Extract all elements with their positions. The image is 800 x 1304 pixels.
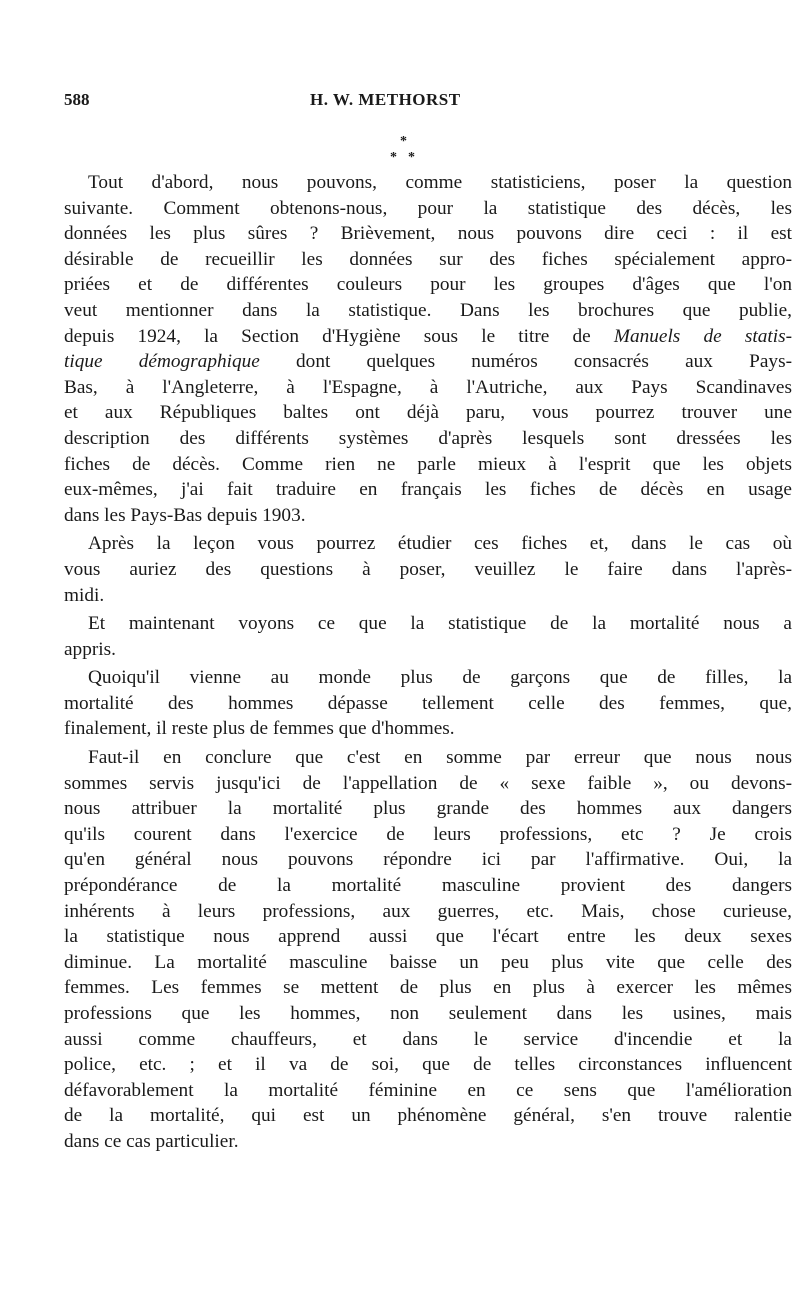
text-line: vous auriez des questions à poser, veuillez le faire dans l'après- bbox=[64, 558, 792, 580]
asterism-star-top: * bbox=[400, 134, 407, 149]
text-line: la statistique nous apprend aussi que l'écart entre les deux sexes bbox=[64, 926, 792, 948]
text-line: Quoiqu'il vienne au monde plus de garçons que de filles, la bbox=[88, 667, 792, 689]
running-head bbox=[64, 90, 792, 120]
text-line: aussi comme chauffeurs, et dans le service d'incendie et la bbox=[64, 1028, 792, 1050]
text-line: qu'ils courent dans l'exercice de leurs professions, etc ? Je crois bbox=[64, 823, 792, 845]
text-line: nous attribuer la mortalité plus grande des hommes aux dangers bbox=[64, 798, 792, 820]
text-line: police, etc. ; et il va de soi, que de telles circonstances influencent bbox=[64, 1054, 792, 1076]
text-line bbox=[64, 349, 792, 375]
asterism-star-right: * bbox=[408, 150, 415, 165]
text-line: qu'en général nous pouvons répondre ici par l'affirmative. Oui, la bbox=[64, 849, 792, 871]
text-line: veut mentionner dans la statistique. Dans les brochures que publie, bbox=[64, 299, 792, 321]
text-line bbox=[64, 324, 792, 350]
text-line: Après la leçon vous pourrez étudier ces fiches et, dans le cas où bbox=[88, 533, 792, 555]
text-line: Tout d'abord, nous pouvons, comme statisticiens, poser la question bbox=[88, 172, 792, 193]
text-line: Et maintenant voyons ce que la statistique de la mortalité nous a bbox=[88, 613, 792, 635]
text-line: appris. bbox=[64, 638, 116, 660]
text-line: et aux Républiques baltes ont déjà paru, vous pourrez trouver une bbox=[64, 402, 792, 424]
running-title: H. W. METHORST bbox=[310, 90, 461, 109]
publication-title: Manuels de statis- bbox=[613, 325, 792, 347]
body-text bbox=[64, 170, 792, 1155]
text-line: eux-mêmes, j'ai fait traduire en français les fiches de décès en usage bbox=[64, 479, 792, 501]
asterism-separator bbox=[64, 120, 792, 170]
text-fragment: depuis 1924, la Section d'Hygiène sous le titre de bbox=[64, 325, 614, 347]
text-line: dans ce cas particulier. bbox=[64, 1130, 239, 1152]
text-line: Bas, à l'Angleterre, à l'Espagne, à l'Autriche, aux Pays Scandinaves bbox=[64, 376, 792, 398]
text-line: femmes. Les femmes se mettent de plus en plus à exercer les mêmes bbox=[64, 977, 792, 999]
text-line: fiches de décès. Comme rien ne parle mieux à l'esprit que les objets bbox=[64, 453, 792, 475]
paragraph-1 bbox=[64, 170, 792, 528]
paragraph-3 bbox=[64, 611, 792, 662]
text-line: priées et de différentes couleurs pour les groupes d'âges que l'on bbox=[64, 274, 792, 296]
paragraph-5 bbox=[64, 745, 792, 1155]
text-line: données les plus sûres ? Brièvement, nous pouvons dire ceci : il est bbox=[64, 223, 792, 245]
text-line: suivante. Comment obtenons-nous, pour la statistique des décès, les bbox=[64, 197, 792, 219]
text-line: midi. bbox=[64, 584, 105, 606]
text-fragment: dont quelques numéros consacrés aux Pays- bbox=[259, 351, 792, 373]
text-line: professions que les hommes, non seulement dans les usines, mais bbox=[64, 1003, 792, 1024]
publication-title-continued: tique démographique bbox=[64, 351, 260, 373]
text-line: description des différents systèmes d'après lesquels sont dressées les bbox=[64, 427, 792, 449]
paragraph-2 bbox=[64, 531, 792, 608]
text-line: désirable de recueillir les données sur des fiches spécialement appro- bbox=[64, 248, 792, 270]
text-line: finalement, il reste plus de femmes que d'hommes. bbox=[64, 718, 455, 740]
text-line: de la mortalité, qui est un phénomène général, s'en trouve ralentie bbox=[64, 1105, 792, 1127]
paragraph-4 bbox=[64, 665, 792, 742]
page-number: 588 bbox=[64, 90, 90, 109]
text-line: dans les Pays-Bas depuis 1903. bbox=[64, 504, 306, 526]
text-line: diminue. La mortalité masculine baisse un peu plus vite que celle des bbox=[64, 951, 792, 973]
text-line: inhérents à leurs professions, aux guerres, etc. Mais, chose curieuse, bbox=[64, 900, 792, 922]
book-page bbox=[64, 90, 792, 1155]
text-line: sommes servis jusqu'ici de l'appellation de « sexe faible », ou devons- bbox=[64, 772, 792, 794]
text-line: prépondérance de la mortalité masculine provient des dangers bbox=[64, 875, 792, 897]
asterism-star-left: * bbox=[390, 150, 397, 165]
text-line: mortalité des hommes dépasse tellement celle des femmes, que, bbox=[64, 692, 792, 714]
text-line: Faut-il en conclure que c'est en somme par erreur que nous nous bbox=[88, 747, 792, 769]
text-line: défavorablement la mortalité féminine en ce sens que l'amélioration bbox=[64, 1079, 792, 1101]
